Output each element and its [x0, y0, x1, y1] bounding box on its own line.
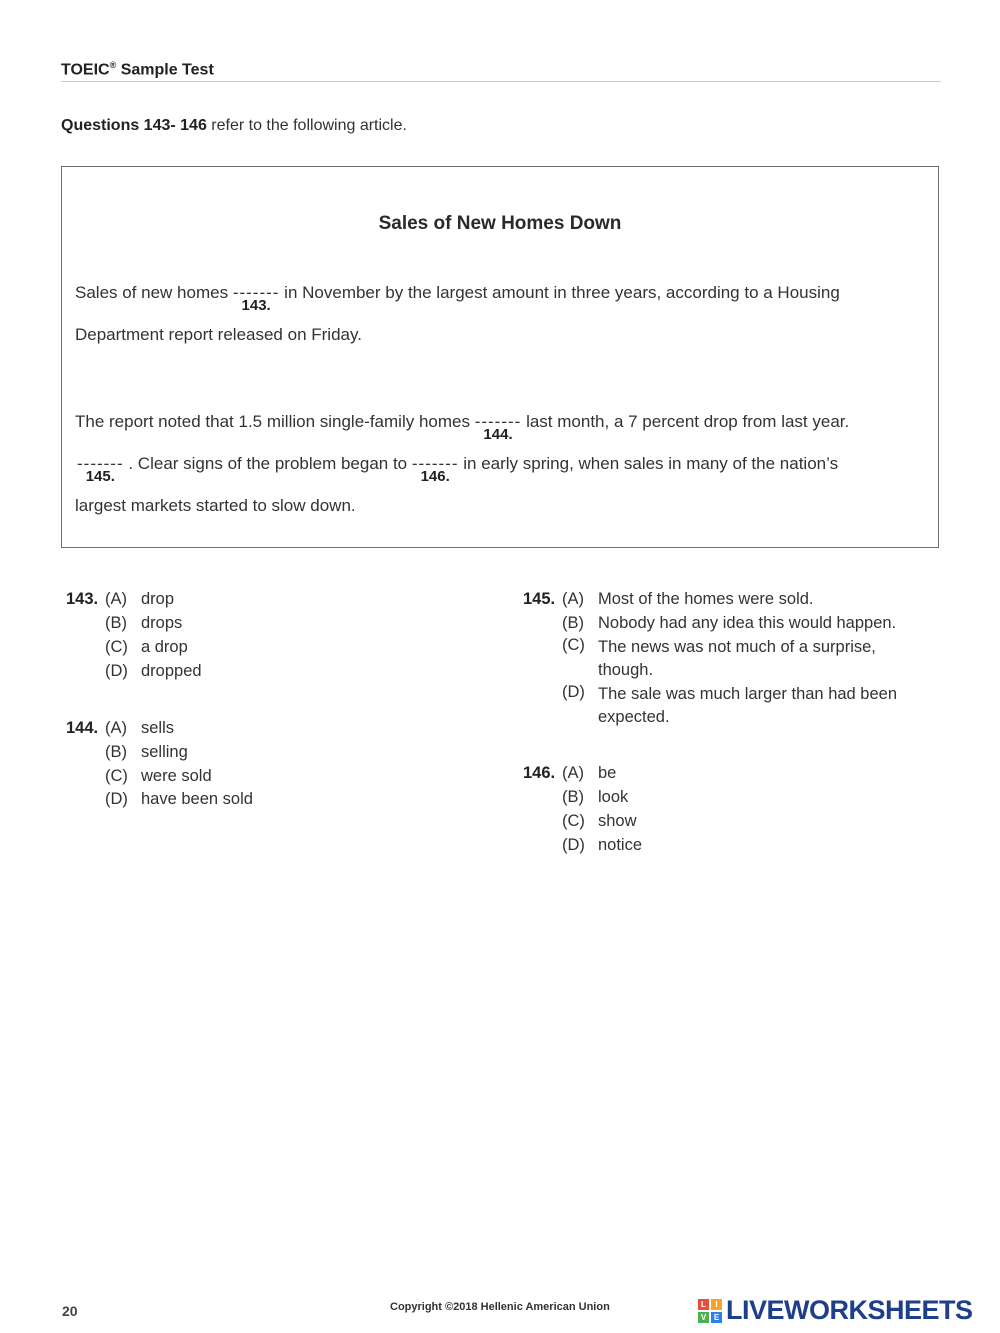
liveworksheets-logo-text: LIVEWORKSHEETS — [726, 1295, 973, 1325]
option-143-b[interactable]: (B) drops — [105, 614, 183, 632]
page-number: 20 — [62, 1303, 78, 1319]
liveworksheets-logo-icon — [698, 1299, 722, 1323]
blank-144[interactable]: ------- 144. — [474, 412, 522, 443]
option-143-d[interactable]: (D) dropped — [105, 662, 202, 680]
option-144-c[interactable]: (C) were sold — [105, 767, 212, 785]
logo-tile: I — [711, 1299, 722, 1310]
blank-146[interactable]: ------- 146. — [411, 454, 459, 485]
article-line: Department report released on Friday. — [75, 325, 362, 344]
option-145-b[interactable]: (B) Nobody had any idea this would happen. — [562, 614, 897, 632]
logo-tile: E — [711, 1312, 722, 1323]
instructions: Questions 143- 146 refer to the following article. — [61, 117, 407, 134]
option-146-a[interactable]: (A) be — [562, 764, 617, 782]
copyright-notice: Copyright ©2018 Hellenic American Union — [390, 1301, 610, 1313]
option-144-a[interactable]: (A) sells — [105, 719, 175, 737]
liveworksheets-logo[interactable] — [698, 1295, 973, 1326]
logo-tile: V — [698, 1312, 709, 1323]
option-145-a[interactable]: (A) Most of the homes were sold. — [562, 590, 814, 608]
option-144-d[interactable]: (D) have been sold — [105, 790, 253, 808]
option-144-b[interactable]: (B) selling — [105, 743, 188, 761]
registered-mark: ® — [109, 60, 117, 70]
question-number: 146. — [523, 764, 556, 782]
header-title: TOEIC® Sample Test — [61, 60, 214, 79]
question-number: 143. — [66, 590, 99, 608]
blank-145[interactable]: ------- 145. — [77, 454, 124, 485]
question-number: 145. — [523, 590, 556, 608]
header-divider — [61, 81, 941, 82]
option-145-c[interactable]: (C) The news was not much of a surprise, though. — [562, 636, 876, 679]
option-146-b[interactable]: (B) look — [562, 788, 629, 806]
logo-tile: L — [698, 1299, 709, 1310]
question-number: 144. — [66, 719, 99, 737]
option-143-c[interactable]: (C) a drop — [105, 638, 188, 656]
article-title: Sales of New Homes Down — [378, 213, 622, 234]
option-143-a[interactable]: (A) drop — [105, 590, 175, 608]
article-line: ------- 145. . Clear signs of the problem began to ------- 146. in early spring, when sales in many of the nation’s — [77, 454, 839, 485]
article-line: Sales of new homes ------- 143. in November by the largest amount in three years, according to a Housing — [75, 283, 840, 314]
article-line: The report noted that 1.5 million single-family homes ------- 144. last month, a 7 percent drop from last year. — [75, 412, 850, 443]
option-146-d[interactable]: (D) notice — [562, 836, 643, 854]
option-146-c[interactable]: (C) show — [562, 812, 637, 830]
blank-143[interactable]: ------- 143. — [232, 283, 280, 314]
option-145-d[interactable]: (D) The sale was much larger than had been expected. — [562, 683, 898, 726]
article-box — [61, 166, 939, 548]
article-line: largest markets started to slow down. — [75, 496, 356, 515]
